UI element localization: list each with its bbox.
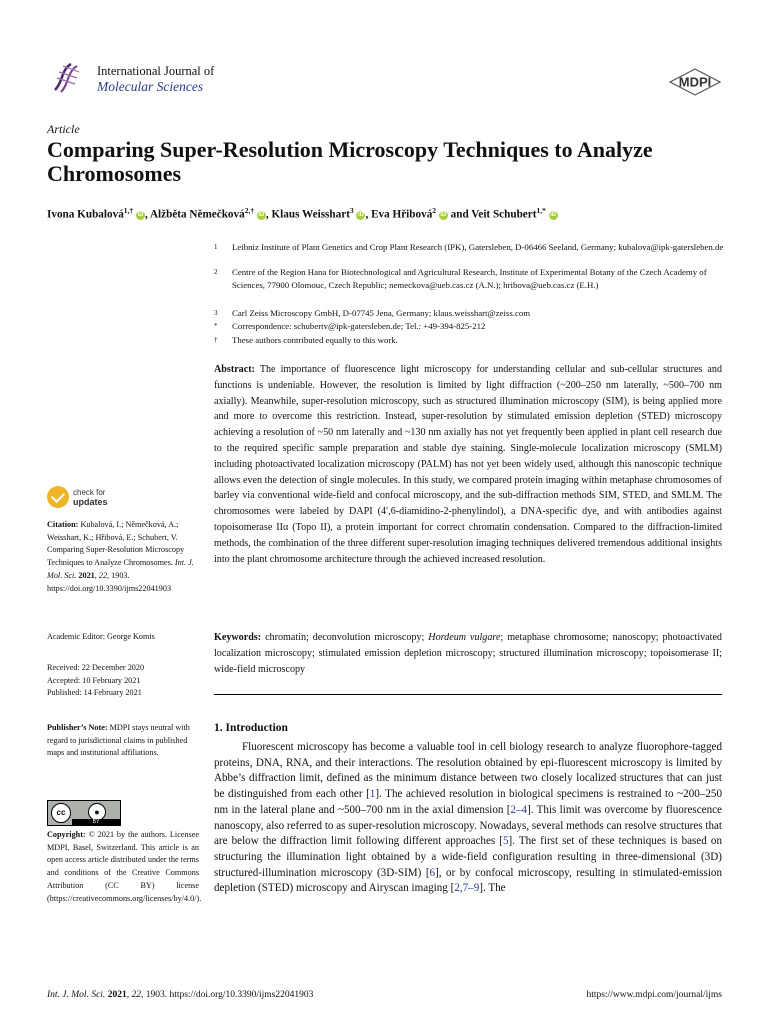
intro-text: ]. This limit was overcome by fluorescence nanoscopy, also referred to as super-resolution microscopy. Nowadays, several methods can resolve structures that are below the diffraction limit following different approaches [ bbox=[214, 803, 722, 848]
author-name: Klaus Weisshart bbox=[271, 208, 350, 221]
affiliation-mark: † bbox=[214, 336, 218, 344]
footer-year: 2021 bbox=[107, 990, 127, 1000]
journal-name-line2: Molecular Sciences bbox=[97, 79, 204, 94]
footer-journal-url[interactable]: https://www.mdpi.com/journal/ijms bbox=[586, 990, 722, 1000]
orcid-icon[interactable]: iD bbox=[357, 211, 364, 218]
copyright-label: Copyright: bbox=[47, 830, 86, 839]
affiliation-text: Correspondence: schubertv@ipk-gatersleben.de; Tel.: +49-394-825-212 bbox=[232, 321, 486, 331]
affiliation-text: Centre of the Region Hana for Biotechnological and Agricultural Research, Institute of Experimental Botany of the Czech Academy of Sciences, 77900 Olomouc, Czech Republic; nemeckova@ueb.cas.cz (A.N.); hribova@ueb.cas.cz (E.H.) bbox=[232, 267, 707, 290]
journal-name-line1: International Journal of bbox=[97, 64, 215, 78]
intro-text: ]. The bbox=[479, 882, 506, 895]
affiliation-item bbox=[214, 334, 734, 347]
abstract-text: The importance of fluorescence light microscopy for understanding cellular and sub-cellular structures and functions is undeniable. However, the resolution is limited by light diffraction (~200–250 nm laterally, ~500–700 nm axially). Meanwhile, super-resolution microscopy, such as structured illumination microscopy (SIM), is being applied more and more to overcome this restriction. Instead, super-resolution by stimulated emission depletion (STED) microscopy achieving a resolution of ~50 nm laterally and ~130 nm axially has not yet frequently been applied in plant cell research due to the required specific sample preparation and stable dye staining. Single-molecule localization microscopy (SMLM) including photoactivated localization microscopy (PALM) has not yet been widely used, although this nanoscopic technique allows even the detection of single molecules. In this study, we compared protein imaging within metaphase chromosomes of barley via conventional wide-field and confocal microscopy, and the sub-diffraction methods SIM, STED, and SMLM. The chromosomes were labeled by DAPI (4′,6-diamidino-2-phenylindol), a DNA-specific dye, and with antibodies against topoisomerase IIα (Topo II), a protein important for correct chromatin condensation. Compared to the diffraction-limited methods, the combination of the three different super-resolution imaging techniques delivered tremendous additional insights into the plant chromosome architecture through the achieved increased resolution. bbox=[214, 364, 722, 565]
keywords-italic: Hordeum vulgare bbox=[428, 632, 501, 643]
publisher-note bbox=[47, 722, 199, 760]
date-accepted: Accepted: 10 February 2021 bbox=[47, 675, 141, 685]
author-affiliation-mark: 1,† bbox=[123, 206, 134, 215]
affiliation-text: Leibniz Institute of Plant Genetics and Crop Plant Research (IPK), Gatersleben, D-06466 Seeland, Germany; kubalova@ipk-gatersleben.de bbox=[232, 242, 724, 252]
check-updates-line1: check for bbox=[73, 488, 106, 497]
reference-link[interactable]: 6 bbox=[429, 866, 436, 879]
orcid-icon[interactable]: iD bbox=[440, 211, 447, 218]
reference-link[interactable]: 5 bbox=[502, 835, 509, 848]
citation-label: Citation: bbox=[47, 520, 79, 529]
intro-text: ]. The achieved resolution in biological specimens is restrained to ~200–250 nm in the lateral plane and ~500–700 nm in the axial dimension [ bbox=[214, 788, 722, 816]
footer-citation: Int. J. Mol. Sci. 2021, 22, 1903. https://doi.org/10.3390/ijms22041903 bbox=[47, 990, 314, 1000]
citation-rest[interactable]: , 1903. https://doi.org/10.3390/ijms22041903 bbox=[47, 570, 172, 593]
affiliation-item bbox=[214, 320, 734, 333]
author-affiliation-mark: 2,† bbox=[244, 206, 255, 215]
keywords-text-rest: ; metaphase chromosome; nanoscopy; photoactivated localization microscopy; stimulated emission depletion microscopy; structured illumination microscopy; topoisomerase II; wide-field microscopy bbox=[214, 632, 722, 675]
abstract-label: Abstract: bbox=[214, 364, 255, 375]
reference-link[interactable]: 2–4 bbox=[510, 803, 528, 816]
affiliation-text: These authors contributed equally to this work. bbox=[232, 335, 398, 345]
author-conj: and bbox=[450, 208, 469, 221]
article-title: Comparing Super-Resolution Microscopy Techniques to Analyze Chromosomes bbox=[47, 137, 653, 186]
author-name: Eva Hřibová bbox=[371, 208, 433, 221]
intro-text: ], or by confocal microscopy, resulting in stimulated-emission depletion (STED) microscopy and Airyscan imaging [ bbox=[214, 866, 722, 895]
keywords-text: chromatin; deconvolution microscopy; bbox=[265, 632, 429, 643]
academic-editor: Academic Editor: George Komis bbox=[47, 632, 155, 641]
orcid-icon[interactable]: iD bbox=[137, 211, 144, 218]
introduction-paragraph bbox=[214, 740, 722, 897]
author-name: Veit Schubert bbox=[471, 208, 537, 221]
cc-by-label: BY bbox=[72, 819, 120, 825]
article-type: Article bbox=[47, 122, 80, 136]
person-icon: ● bbox=[88, 803, 106, 821]
abstract bbox=[214, 362, 722, 567]
intro-text: Fluorescent microscopy has become a valuable tool in cell biology research to analyze fluorophore-tagged proteins, DNA, RNA, and their interactions. The resolution obtained by epi-fluorescent microscopy is limited by Abbe’s diffraction limit, defined as the minimum distance between two closely localized structures that can just be distinguished from each other [ bbox=[214, 741, 722, 801]
orcid-icon[interactable]: iD bbox=[258, 211, 265, 218]
affiliation-item bbox=[214, 241, 734, 267]
footer-volume: 22 bbox=[131, 990, 141, 1000]
footer-journal: Int. J. Mol. Sci. bbox=[47, 990, 106, 1000]
affiliation-mark: 1 bbox=[214, 243, 218, 251]
copyright-text: © 2021 by the authors. Licensee MDPI, Basel, Switzerland. This article is an open access article distributed under the terms and conditions of the Creative Commons Attribution (CC BY) license (https://creativecommons.org/licenses/by/4.0/). bbox=[47, 830, 202, 903]
citation-journal: Int. J. Mol. Sci. bbox=[47, 558, 194, 580]
keywords-label: Keywords: bbox=[214, 632, 262, 643]
affiliation-mark: 2 bbox=[214, 268, 218, 276]
affiliation-item bbox=[214, 266, 734, 304]
publisher-note-text: MDPI stays neutral with regard to jurisdictional claims in published maps and institutional affiliations. bbox=[47, 723, 190, 758]
orcid-icon[interactable]: iD bbox=[550, 211, 557, 218]
section-divider bbox=[214, 694, 722, 695]
affiliation-item bbox=[214, 307, 734, 320]
citation-text: Kubalová, I.; Němečková, A.; Weisshart, K.; Hřibová, E.; Schubert, V. Comparing Super-Resolution Microscopy Techniques to Analyze Chromosomes. bbox=[47, 520, 185, 568]
keywords bbox=[214, 630, 722, 677]
copyright-block bbox=[47, 829, 202, 905]
mdpi-logo-text: MDPI bbox=[678, 74, 712, 90]
affiliation-mark: 3 bbox=[214, 309, 218, 317]
author-affiliation-mark: 1,* bbox=[536, 206, 546, 215]
intro-text: ]. The first set of these techniques is based on structuring the illumination light obtained by a wide-field configuration resulting in three-dimensional (3D) structured-illumination microscopy (3D-SIM) [ bbox=[214, 835, 723, 879]
date-received: Received: 22 December 2020 bbox=[47, 663, 145, 672]
check-icon bbox=[47, 486, 69, 508]
citation-volume: 22 bbox=[98, 570, 108, 580]
author-affiliation-mark: 3 bbox=[349, 206, 354, 215]
citation-year: 2021 bbox=[78, 570, 95, 580]
check-updates-line2: updates bbox=[73, 497, 108, 507]
citation-block: Citation: Kubalová, I.; Němečková, A.; Weisshart, K.; Hřibová, E.; Schubert, V. Comparing Super-Resolution Microscopy Techniques to Analyze Chromosomes. Int. J. Mol. Sci. 2021, 22, 1903. https://doi.org/10.3390/ijms22041903 bbox=[47, 520, 194, 593]
journal-name bbox=[97, 64, 214, 94]
author-list: Ivona Kubalová$^{1,\dagger}$ iD , Alžběta Němečková$^{2,\dagger}$ iD , Klaus Weisshart$^3$ iD , Eva Hřibová$^2$ iD and Veit Schubert$^{1,*}$ iD bbox=[47, 206, 557, 221]
author-name: Alžběta Němečková bbox=[149, 208, 245, 221]
dates-block bbox=[47, 662, 199, 700]
publisher-note-label: Publisher’s Note: bbox=[47, 723, 108, 732]
footer-doi[interactable]: , 1903. https://doi.org/10.3390/ijms22041903 bbox=[140, 990, 314, 1000]
author-affiliation-mark: 2 bbox=[432, 206, 437, 215]
date-published: Published: 14 February 2021 bbox=[47, 688, 142, 698]
mdpi-logo-icon bbox=[668, 68, 722, 96]
affiliation-text: Carl Zeiss Microscopy GmbH, D-07745 Jena, Germany; klaus.weisshart@zeiss.com bbox=[232, 308, 531, 318]
author-name: Ivona Kubalová bbox=[47, 208, 124, 221]
cc-icon: cc bbox=[51, 803, 71, 823]
section-heading: 1. Introduction bbox=[214, 722, 288, 734]
reference-link[interactable]: 1 bbox=[369, 788, 376, 801]
check-for-updates-button[interactable] bbox=[47, 486, 147, 512]
cc-by-license-badge[interactable] bbox=[47, 800, 121, 826]
reference-link[interactable]: 2,7–9 bbox=[454, 882, 480, 895]
affiliation-mark: * bbox=[214, 322, 218, 330]
journal-logo-icon bbox=[47, 56, 89, 98]
